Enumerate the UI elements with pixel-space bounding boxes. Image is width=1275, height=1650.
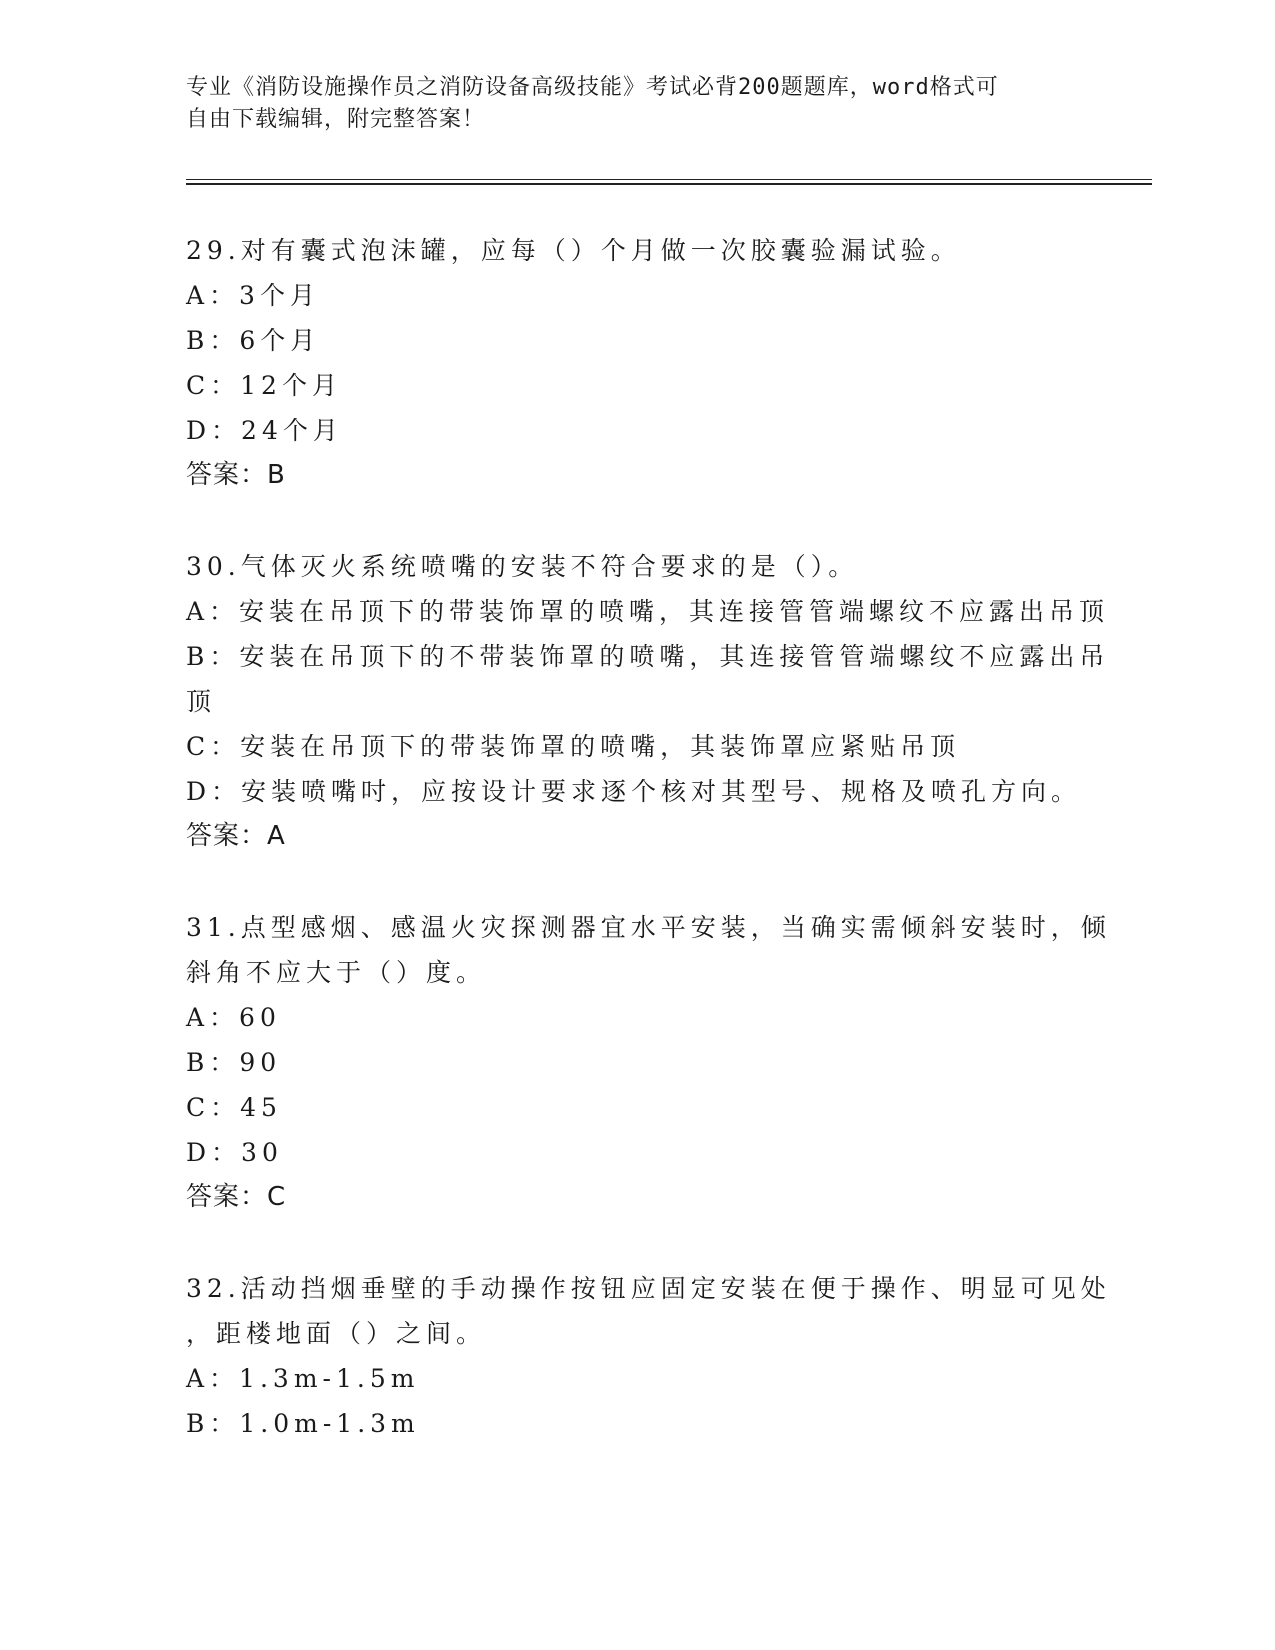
answer: 答案：A	[186, 821, 286, 851]
question-29	[186, 228, 1086, 498]
question-stem-continued: 斜角不应大于（）度。	[186, 958, 487, 987]
question-30	[186, 544, 1110, 859]
option-a: A：安装在吊顶下的带装饰罩的喷嘴，其连接管管端螺纹不应露出吊顶	[186, 597, 1110, 626]
header-line-2: 自由下载编辑，附完整答案！	[186, 107, 486, 132]
question-32	[186, 1266, 1111, 1446]
question-stem-continued: ，距楼地面（）之间。	[186, 1319, 487, 1348]
header-divider-bottom	[186, 183, 1152, 185]
header-line-1: 专业《消防设施操作员之消防设备高级技能》考试必背200题题库，word格式可	[186, 75, 999, 100]
question-stem: 31.点型感烟、感温火灾探测器宜水平安装，当确实需倾斜安装时，倾	[186, 913, 1111, 942]
option-a: A：3个月	[186, 281, 320, 310]
answer: 答案：B	[186, 460, 286, 490]
option-c: C：安装在吊顶下的带装饰罩的喷嘴，其装饰罩应紧贴吊顶	[186, 732, 961, 761]
option-a: A：60	[186, 1003, 281, 1032]
option-c: C：45	[186, 1093, 282, 1122]
question-list	[186, 228, 1111, 1492]
question-31	[186, 905, 1111, 1220]
answer: 答案：C	[186, 1182, 287, 1212]
option-b-continued: 顶	[186, 687, 217, 716]
option-b: B：安装在吊顶下的不带装饰罩的喷嘴，其连接管管端螺纹不应露出吊	[186, 642, 1110, 671]
option-c: C：12个月	[186, 371, 342, 400]
document-header	[186, 72, 1086, 136]
option-b: B：90	[186, 1048, 282, 1077]
question-stem: 30.气体灭火系统喷嘴的安装不符合要求的是（）。	[186, 552, 859, 581]
question-stem: 29.对有囊式泡沫罐，应每（）个月做一次胶囊验漏试验。	[186, 236, 961, 265]
option-a: A：1.3m-1.5m	[186, 1364, 420, 1393]
option-d: D：30	[186, 1138, 283, 1167]
option-b: B：6个月	[186, 326, 321, 355]
question-stem: 32.活动挡烟垂壁的手动操作按钮应固定安装在便于操作、明显可见处	[186, 1274, 1111, 1303]
option-b: B：1.0m-1.3m	[186, 1409, 420, 1438]
header-divider-top	[186, 179, 1152, 180]
option-d: D：安装喷嘴吋，应按设计要求逐个核对其型号、规格及喷孔方向。	[186, 777, 1082, 806]
option-d: D：24个月	[186, 416, 343, 445]
